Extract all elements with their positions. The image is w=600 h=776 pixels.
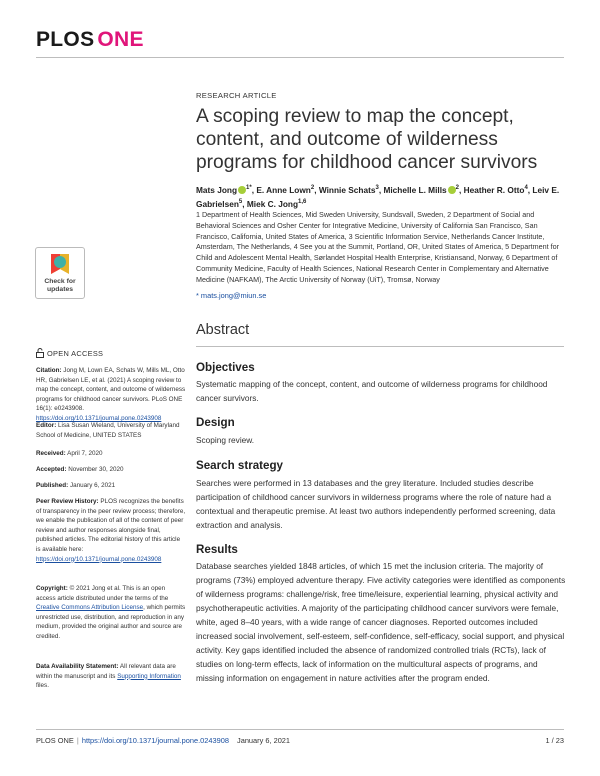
peer-review-block <box>36 497 186 564</box>
article-title: A scoping review to map the concept, content, and outcome of wilderness programs for childhood cancer survivors <box>196 106 538 173</box>
author-affiliation-number: 3 <box>375 185 379 191</box>
abstract-heading: Abstract <box>196 322 250 338</box>
published-label: Published: <box>36 482 69 489</box>
footer-journal: PLOS ONE <box>36 736 74 745</box>
badge-line-1: Check for <box>44 278 76 285</box>
peer-review-label: Peer Review History: <box>36 498 99 505</box>
design-text: Scoping review. <box>196 435 255 445</box>
orcid-icon[interactable] <box>448 186 456 194</box>
citation-doi-link[interactable]: https://doi.org/10.1371/journal.pone.0243908 <box>36 414 162 422</box>
copyright-text-1: © 2021 Jong et al. This is an open access article distributed under the terms of the <box>36 585 169 602</box>
results-text: Database searches yielded 1848 articles, of which 15 met the inclusion criteria. The majority of programs (73%) employed adventure therapy. Five activity categories were identified as components of wilderness programs: challenge/risk, free time/leisure, experiential learning, physical activity and psychotherapeutic activities. A majority of the participating childhood cancer survivors were female, white, aged 8–40 years, with a wide range of cancer diagnoses. Reported outcomes included increased social involvement, self-esteem, self-confidence, self-efficacy, social support, and physical activity. Key gaps identified included the absence of randomized controlled trials (RCTs), lack of studies on long-term effects, lack of information on the multicultural aspects of programs, and missing information on engagement in nature activities after the program ended. <box>196 561 566 683</box>
objectives-heading: Objectives <box>196 361 255 374</box>
footer-divider <box>36 729 564 730</box>
abstract-divider <box>196 346 564 347</box>
author-affiliation-number: 2 <box>455 185 459 191</box>
crossmark-icon <box>49 252 71 278</box>
accepted-block <box>36 465 186 475</box>
author-name[interactable]: Winnie Schats <box>318 184 376 195</box>
received-date: April 7, 2020 <box>67 450 103 457</box>
affiliations: 1 Department of Health Sciences, Mid Sweden University, Sundsvall, Sweden, 2 Department of Social and Behavioral Sciences and Osher Center for Integrative Medicine, University of California San Francisco, San Francisco, California, United States of America, 3 Scientific Information Service, Netherlands Cancer Institute, Amsterdam, The Netherlands, 4 See you at the Summit, Portland, OR, United States of America, 5 Department for Child and Adolescent Mental Health, Sørlandet Hospital Health Enterprise, Kristiansand, Norway, 6 Department of Community Medicine, Faculty of Health Sciences, National Research Center in Complementary and Alternative Medicine (NAFKAM), The Arctic University of Norway (UiT), Tromsø, Norway <box>196 210 560 284</box>
copyright-label: Copyright: <box>36 585 68 592</box>
received-block <box>36 449 186 459</box>
orcid-icon[interactable] <box>238 186 246 194</box>
author-name[interactable]: Miek C. Jong <box>246 198 299 209</box>
badge-line-2: updates <box>46 286 74 293</box>
results-heading: Results <box>196 543 238 556</box>
data-availability-label: Data Availability Statement: <box>36 663 119 670</box>
supporting-information-link[interactable]: Supporting Information <box>117 672 181 680</box>
accepted-label: Accepted: <box>36 466 67 473</box>
author-name[interactable]: E. Anne Lown <box>256 184 311 195</box>
license-link[interactable]: Creative Commons Attribution License <box>36 604 144 612</box>
published-block <box>36 481 186 491</box>
journal-logo[interactable] <box>36 28 144 52</box>
editor-label: Editor: <box>36 422 57 429</box>
peer-review-link[interactable]: https://doi.org/10.1371/journal.pone.0243908 <box>36 555 162 563</box>
search-strategy-heading: Search strategy <box>196 459 283 472</box>
received-label: Received: <box>36 450 66 457</box>
published-date: January 6, 2021 <box>69 482 116 489</box>
design-heading: Design <box>196 416 235 429</box>
author-affiliation-number: 1* <box>246 185 252 191</box>
footer-date: January 6, 2021 <box>237 736 291 745</box>
accepted-date: November 30, 2020 <box>68 466 124 473</box>
editor-text: Lisa Susan Wieland, University of Maryland School of Medicine, UNITED STATES <box>36 422 180 439</box>
peer-review-text: PLOS recognizes the benefits of transparency in the peer review process; therefore, we enable the publication of all of the content of peer review and author responses alongside final, published articles. The editorial history of this article is available here: <box>36 498 186 553</box>
editor-block <box>36 421 186 440</box>
data-availability-text-1: All relevant data are within the manuscript and its <box>36 663 176 680</box>
footer-doi-link[interactable]: https://doi.org/10.1371/journal.pone.0243908 <box>81 736 229 745</box>
corresponding-email[interactable]: * mats.jong@miun.se <box>196 291 267 300</box>
citation-block <box>36 366 186 424</box>
author-name[interactable]: Mats Jong <box>196 184 238 195</box>
data-availability-block <box>36 662 186 691</box>
open-lock-icon <box>36 348 44 358</box>
search-strategy-text: Searches were performed in 13 databases and the grey literature. Included studies describe participation of childhood cancer survivors in wilderness programs where the role of nature had a contextual and therapeutic premise. At least two authors independently performed screening, data extraction and analysis. <box>196 478 556 530</box>
header-divider <box>36 57 564 58</box>
author-name[interactable]: Heather R. Otto <box>463 184 525 195</box>
logo-plos: PLOS <box>36 28 95 51</box>
logo-one: ONE <box>97 28 144 51</box>
citation-label: Citation: <box>36 367 62 374</box>
open-access-text: OPEN ACCESS <box>47 349 104 358</box>
open-access-label <box>36 348 186 359</box>
author-affiliation-number: 2 <box>310 185 315 191</box>
citation-text: Jong M, Lown EA, Schats W, Mills ML, Otto HR, Gabrielsen LE, et al. (2021) A scoping review to map the concept, content, and outcome of wilderness programs for childhood cancer survivors. PLoS ONE 16(1): e0243908. <box>36 367 186 413</box>
author-name[interactable]: Leiv E. Gabrielsen <box>196 184 560 209</box>
check-for-updates-badge[interactable] <box>35 247 85 299</box>
copyright-block <box>36 584 186 642</box>
copyright-text-2: , which permits unrestricted use, distribution, and reproduction in any medium, provided the original author and source are credited. <box>36 604 186 640</box>
page-footer <box>36 736 290 745</box>
author-affiliation-number: 5 <box>238 198 243 205</box>
author-name[interactable]: Michelle L. Mills <box>383 184 447 195</box>
footer-separator: | <box>76 736 79 745</box>
objectives-text: Systematic mapping of the concept, content, and outcome of wilderness programs for childhood cancer survivors. <box>196 379 548 403</box>
data-availability-text-2: files. <box>36 682 49 690</box>
article-type: RESEARCH ARTICLE <box>196 91 277 100</box>
author-list: Mats Jong $^{1*}$, E. Anne Lown$^2$, Winnie Schats$^3$, Michelle L. Mills $^2$, Heather R. Otto$^4$, Leiv E. Gabrielsen$^5$, Miek C. Jong$^{1,6}$ <box>196 184 560 209</box>
author-affiliation-number: 4 <box>524 185 528 191</box>
page-number: 1 / 23 <box>545 736 564 745</box>
author-affiliation-number: 1,6 <box>298 198 307 205</box>
